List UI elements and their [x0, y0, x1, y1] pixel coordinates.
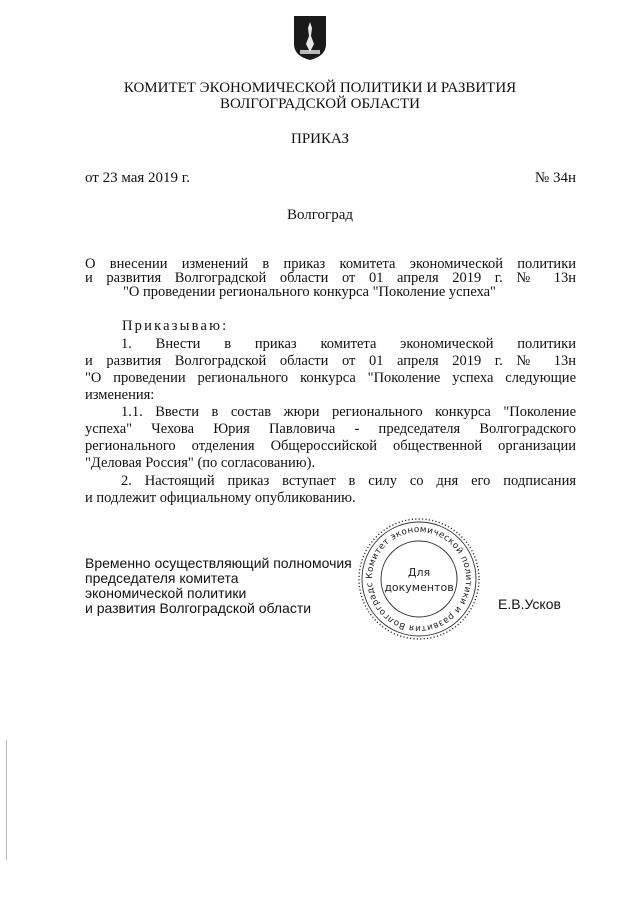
stamp-center-line-1: Для [407, 566, 431, 579]
subject-line-3: "О проведении регионального конкурса "Поколение успеха" [123, 284, 496, 300]
committee-title-line1: КОМИТЕТ ЭКОНОМИЧЕСКОЙ ПОЛИТИКИ И РАЗВИТИЯ [123, 80, 517, 96]
paragraph-1-1-line-2: успеха" Чехова Юрия Павловича - председателя Волгоградского [85, 421, 576, 437]
signatory-line-3: экономической политики [85, 585, 247, 601]
signatory-line-4: и развития Волгоградской области [85, 600, 312, 616]
scan-edge-mark [6, 740, 7, 860]
subject-line-2: и развития Волгоградской области от 01 апреля 2019 г. № 13н [85, 270, 576, 286]
paragraph-1-1-line-1: 1.1. Ввести в состав жюри регионального конкурса "Поколение [121, 404, 576, 420]
committee-title-line2: ВОЛГОГРАДСКОЙ ОБЛАСТИ [220, 96, 420, 112]
subject-line-1: О внесении изменений в приказ комитета экономической политики [85, 256, 576, 272]
coat-of-arms-emblem [292, 14, 328, 62]
paragraph-1-1-line-3: регионального отделения Общероссийской общественной организации [85, 438, 576, 454]
official-stamp [356, 516, 482, 642]
document-type-title: ПРИКАЗ [291, 131, 349, 147]
stamp-ring-text: Комитет экономической политики и развития Волгоградс [364, 524, 474, 634]
paragraph-1-line-2: и развития Волгоградской области от 01 апреля 2019 г. № 13н [85, 353, 576, 369]
order-number: № 34н [534, 170, 576, 186]
paragraph-1-line-4: изменения: [85, 387, 155, 403]
signatory-name: Е.В.Усков [498, 596, 561, 612]
paragraph-2-line-1: 2. Настоящий приказ вступает в силу со дня его подписания [121, 473, 576, 489]
paragraph-1-1-line-4: "Деловая Россия" (по согласованию). [85, 455, 316, 471]
order-word: Приказываю: [122, 318, 229, 334]
paragraph-2-line-2: и подлежит официальному опубликованию. [85, 490, 356, 506]
stamp-center-line-2: документов [384, 581, 454, 594]
signatory-line-1: Временно осуществляющий полномочия [85, 555, 352, 571]
city-name: Волгоград [286, 207, 353, 223]
paragraph-1-line-1: 1. Внести в приказ комитета экономической политики [121, 336, 576, 352]
signatory-position [85, 556, 352, 616]
signatory-line-2: председателя комитета [85, 570, 239, 586]
paragraph-1-line-3: "О проведении регионального конкурса "Поколение успеха следующие [85, 370, 576, 386]
order-date: от 23 мая 2019 г. [85, 170, 191, 186]
